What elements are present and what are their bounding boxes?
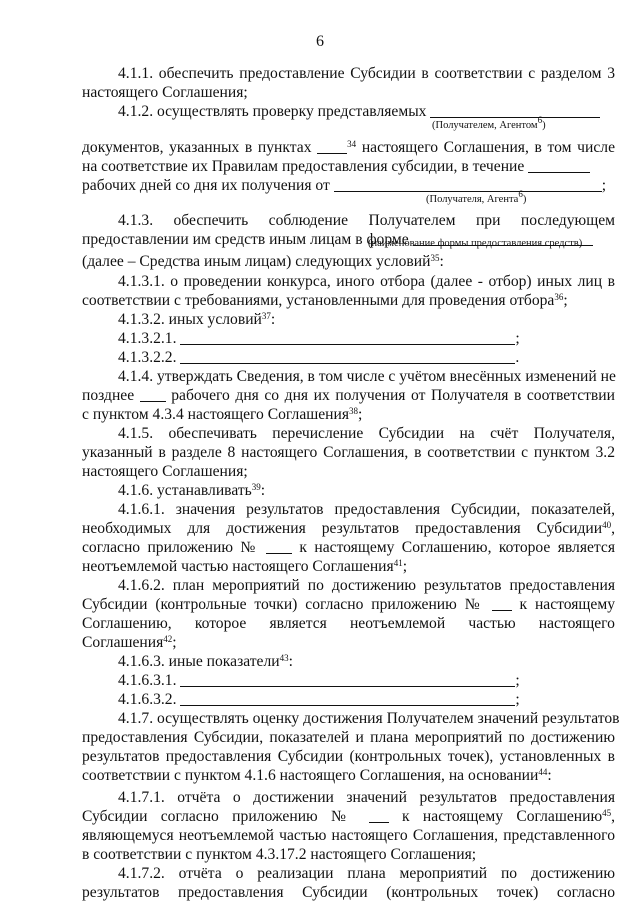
clause-4-1-7-line-3: результатов предоставления Субсидии (контрольных точек), установленных в [82, 748, 615, 765]
clause-4-1-5-line-2: указанный в разделе 8 настоящего Соглашения, в соответствии с пунктом 3.2 [82, 444, 615, 461]
caption-recipient-agent-genitive: (Получателя, Агента$^6$) [426, 189, 527, 205]
clause-4-1-4-line-1: 4.1.4. утверждать Сведения, в том числе с учётом внесённых изменений не [118, 368, 616, 385]
blank-line [317, 139, 347, 154]
clause-4-1-7-line-1: 4.1.7. осуществлять оценку достижения Получателем значений результатов [118, 710, 620, 727]
blank-line [180, 330, 515, 345]
clause-4-1-3-line-1: 4.1.3. обеспечить соблюдение Получателем при последующем [118, 212, 615, 229]
caption-form-name: (наименование формы предоставления средств) [368, 238, 583, 249]
blank-line [492, 596, 512, 611]
clause-4-1-3-2-2: 4.1.3.2.2. . [118, 349, 520, 366]
clause-4-1-3-1-line-2: соответствии с требованиями, установленными для проведения отбора$^{36}$; [82, 292, 568, 309]
clause-4-1-6: 4.1.6. устанавливать$^{39}$: [118, 482, 266, 499]
clause-4-1-6-2-line-4: Соглашения$^{42}$; [82, 634, 177, 651]
blank-line [180, 691, 515, 706]
clause-4-1-3-line-2: предоставлении им средств иным лицам в форме [82, 230, 615, 249]
clause-4-1-6-1-line-1: 4.1.6.1. значения результатов предоставления Субсидии, показателей, [118, 501, 615, 518]
clause-4-1-5-line-1: 4.1.5. обеспечивать перечисление Субсидии на счёт Получателя, [118, 425, 616, 442]
blank-line [180, 349, 515, 364]
clause-4-1-4-line-2: позднее рабочего дня со дня их получения от Получателя в соответствии [82, 387, 615, 404]
clause-4-1-7-line-2: предоставления Субсидии, показателей и плана мероприятий по достижению [82, 729, 615, 746]
clause-4-1-6-2-line-2: Субсидии (контрольные точки) согласно приложению № к настоящему [82, 596, 616, 613]
clause-4-1-6-3-2: 4.1.6.3.2. ; [118, 691, 520, 708]
clause-4-1-4-line-3: с пунктом 4.3.4 настоящего Соглашения$^{38}$; [82, 406, 363, 423]
clause-4-1-3-1-line-1: 4.1.3.1. о проведении конкурса, иного отбора (далее - отбор) иных лиц в [118, 273, 615, 290]
clause-4-1-7-1-line-4: в соответствии с пунктом 4.3.17.2 настоящего Соглашения; [82, 846, 477, 863]
clause-4-1-7-2-line-1: 4.1.7.2. отчёта о реализации плана мероприятий по достижению [118, 865, 615, 882]
clause-4-1-7-2-line-2: результатов предоставления Субсидии (контрольных точек) согласно [82, 884, 616, 901]
blank-line [334, 177, 602, 192]
clause-4-1-1-line-2: настоящего Соглашения; [82, 84, 248, 101]
clause-4-1-6-1-line-4: неотъемлемой частью настоящего Соглашения$^{41}$; [82, 558, 408, 575]
clause-4-1-7-line-4: соответствии с пунктом 4.1.6 настоящего Соглашения, на основании$^{44}$: [82, 767, 552, 784]
clause-4-1-6-3: 4.1.6.3. иные показатели$^{43}$: [118, 653, 293, 670]
clause-4-1-2-line-3: на соответствие их Правилам предоставления субсидии, в течение [82, 157, 615, 176]
blank-line [528, 158, 590, 173]
clause-4-1-3-2: 4.1.3.2. иных условий$^{37}$: [118, 311, 276, 328]
clause-4-1-2-line-4: рабочих дней со дня их получения от ; [82, 177, 607, 194]
blank-line [140, 387, 166, 402]
clause-4-1-6-2-line-3: Соглашению, которое является неотъемлемой частью настоящего [82, 615, 615, 632]
clause-4-1-2-line-2: документов, указанных в пунктах $^{34}$ настоящего Соглашения, в том числе [82, 139, 615, 156]
page-number: 6 [316, 33, 324, 50]
clause-4-1-6-2-line-1: 4.1.6.2. план мероприятий по достижению результатов предоставления [118, 577, 615, 594]
clause-4-1-1-line-1: 4.1.1. обеспечить предоставление Субсидии в соответствии с разделом 3 [118, 65, 615, 82]
blank-line [430, 103, 600, 118]
clause-4-1-3-2-1: 4.1.3.2.1. ; [118, 330, 520, 347]
clause-4-1-5-line-3: настоящего Соглашения; [82, 463, 248, 480]
blank-line [266, 539, 292, 554]
clause-4-1-6-1-line-3: согласно приложению № к настоящему Соглашению, которое является [82, 539, 616, 556]
blank-line [180, 672, 515, 687]
clause-4-1-3-line-3: (далее – Средства иным лицам) следующих условий$^{35}$: [82, 253, 444, 270]
clause-4-1-6-3-1: 4.1.6.3.1. ; [118, 672, 520, 689]
clause-4-1-7-1-line-2: Субсидии согласно приложению № к настоящему Соглашению$^{45}$, [82, 808, 616, 825]
clause-4-1-7-1-line-3: являющемуся неотъемлемой частью настоящего Соглашения, представленного [82, 827, 615, 844]
clause-4-1-6-1-line-2: необходимых для достижения результатов предоставления Субсидии$^{40}$, [82, 520, 615, 537]
blank-line [369, 808, 389, 823]
clause-4-1-7-1-line-1: 4.1.7.1. отчёта о достижении значений результатов предоставления [118, 789, 615, 806]
caption-recipient-agent: (Получателем, Агентом$^6$) [432, 115, 546, 131]
clause-4-1-2-line-1: 4.1.2. осуществлять проверку представляемых [118, 102, 615, 121]
